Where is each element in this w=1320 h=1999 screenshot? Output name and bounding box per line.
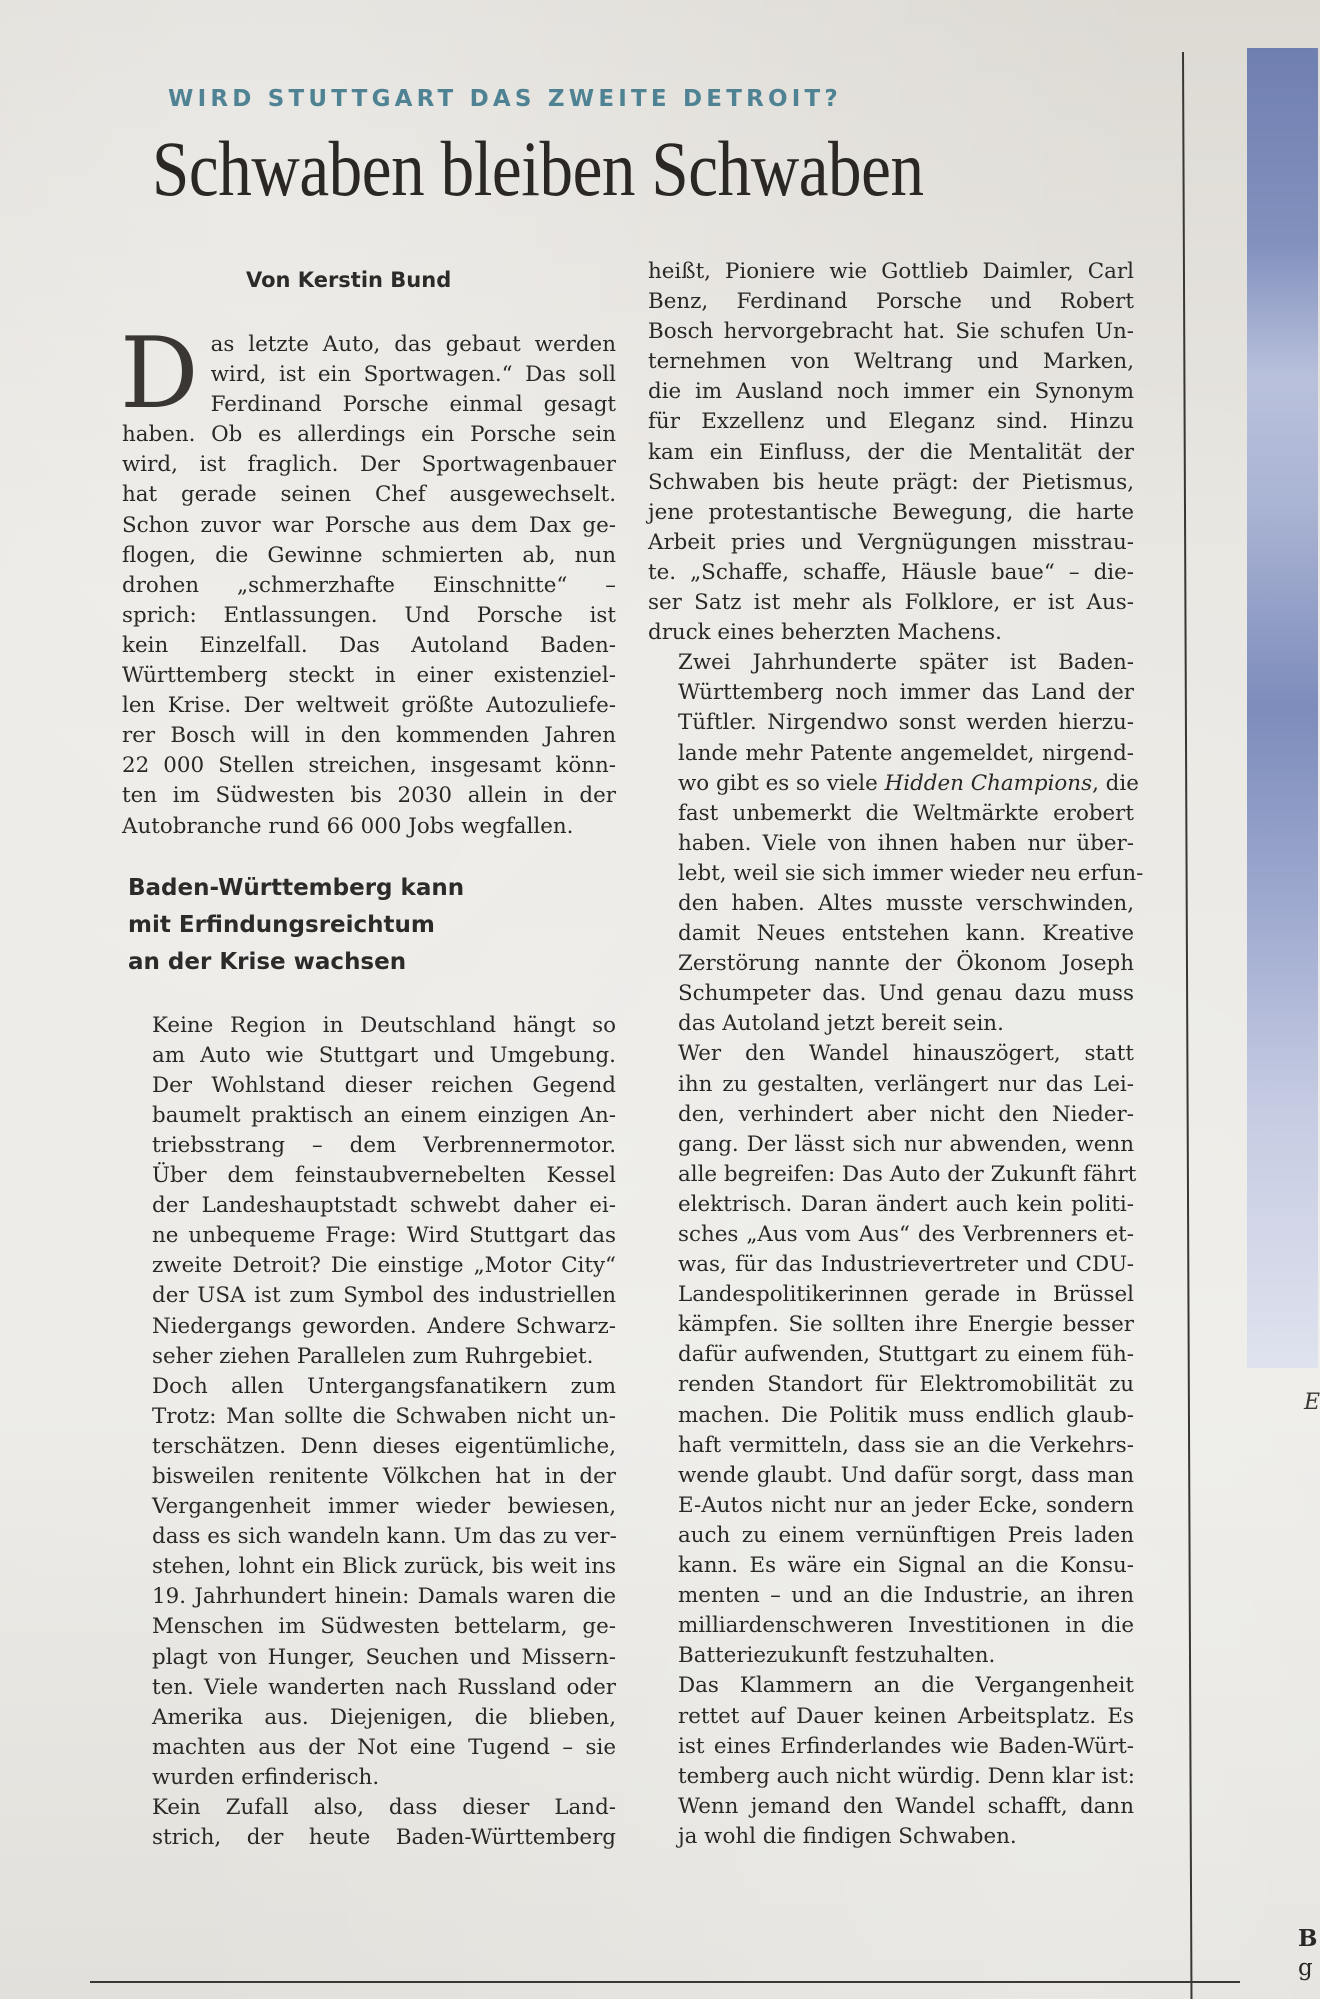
text-line: len Krise. Der weltweit größte Autozuliefe- — [122, 693, 616, 719]
text-line: Schon zuvor war Porsche aus dem Dax ge- — [122, 512, 616, 538]
text-line: terschätzen. Denn dieses eigentümliche, — [152, 1433, 616, 1459]
adjacent-article-text: g — [1298, 1955, 1313, 1981]
text-line: für Exzellenz und Eleganz sind. Hinzu — [648, 409, 1134, 435]
text-line: elektrisch. Daran ändert auch kein politi- — [678, 1191, 1134, 1217]
adjacent-photo — [1247, 48, 1318, 1368]
text-line: was, für das Industrievertreter und CDU- — [678, 1252, 1134, 1278]
text-line: flogen, die Gewinne schmierten ab, nun — [122, 542, 616, 568]
text-line: der Landeshauptstadt schwebt daher ei- — [152, 1193, 616, 1219]
text-line: alle begreifen: Das Auto der Zukunft fährt — [678, 1161, 1137, 1187]
subhead-line: Baden-Württemberg kann — [128, 874, 465, 901]
text-line: wird, ist ein Sportwagen.“ Das soll — [210, 362, 616, 388]
text-line: sprich: Entlassungen. Und Porsche ist — [122, 602, 616, 628]
text-line: dass es sich wandeln kann. Um das zu ver- — [152, 1524, 617, 1550]
text-fragment: , die — [1092, 770, 1139, 796]
text-line: ne unbequeme Frage: Wird Stuttgart das — [152, 1223, 616, 1249]
text-line: fast unbemerkt die Weltmärkte erobert — [678, 800, 1134, 826]
text-line: der USA ist zum Symbol des industriellen — [152, 1283, 616, 1309]
text-line: Ferdinand Porsche einmal gesagt — [210, 392, 616, 418]
text-line: haben. Ob es allerdings ein Porsche sein — [122, 422, 616, 448]
text-line: lebt, weil sie sich immer wieder neu erfun- — [678, 860, 1144, 886]
text-line: plagt von Hunger, Seuchen und Missern- — [152, 1644, 616, 1670]
text-line: Schumpeter das. Und genau dazu muss — [678, 981, 1134, 1007]
text-line: zweite Detroit? Die einstige „Motor City“ — [152, 1253, 616, 1279]
paragraph-8 — [648, 1671, 1134, 1852]
paragraph-3 — [122, 1372, 616, 1793]
text-line: Landespolitikerinnen gerade in Brüssel — [678, 1282, 1134, 1308]
paragraph-7 — [648, 1039, 1137, 1671]
subhead-line: mit Erfindungsreichtum — [128, 911, 435, 938]
text-line: Autobranche rund 66 000 Jobs wegfallen. — [122, 813, 574, 839]
text-line: renden Standort für Elektromobilität zu — [678, 1372, 1134, 1398]
text-line: heißt, Pioniere wie Gottlieb Daimler, Carl — [648, 259, 1134, 284]
text-line: Benz, Ferdinand Porsche und Robert — [648, 289, 1134, 315]
column-1 — [120, 317, 617, 1853]
text-line — [648, 769, 1139, 799]
subhead-line: an der Krise wachsen — [128, 948, 407, 975]
text-line: Kein Zufall also, dass dieser Land- — [152, 1795, 616, 1821]
text-line: kämpfen. Sie sollten ihre Energie besser — [678, 1312, 1134, 1338]
text-line: lande mehr Patente angemeldet, nirgend- — [678, 740, 1134, 766]
kicker: WIRD STUTTGART DAS ZWEITE DETROIT? — [168, 86, 842, 112]
text-line: ten im Südwesten bis 2030 allein in der — [122, 783, 616, 809]
text-line: Batteriezukunft festzuhalten. — [678, 1643, 996, 1669]
text-line: 22 000 Stellen streichen, insgesamt könn- — [122, 753, 616, 779]
text-line: Das Klammern an die Vergangenheit — [678, 1673, 1134, 1699]
text-line: Württemberg noch immer das Land der — [678, 680, 1134, 706]
text-line: Trotz: Man sollte die Schwaben nicht un- — [152, 1403, 616, 1429]
subhead — [128, 870, 616, 981]
text-line: die im Ausland noch immer ein Synonym — [648, 379, 1134, 405]
text-line: haben. Viele von ihnen haben nur über- — [678, 830, 1134, 856]
text-line: den haben. Altes musste verschwinden, — [678, 890, 1134, 916]
text-line: das Autoland jetzt bereit sein. — [678, 1011, 1004, 1037]
text-line: machten aus der Not eine Tugend – sie — [152, 1734, 616, 1760]
drop-cap: D — [120, 317, 199, 431]
text-line: kann. Es wäre ein Signal an die Konsu- — [678, 1553, 1134, 1579]
text-line: Tüftler. Nirgendwo sonst werden hierzu- — [678, 710, 1134, 736]
column-rule — [1182, 52, 1192, 1999]
paragraph-4 — [122, 1793, 616, 1853]
text-line: Wenn jemand den Wandel schafft, dann — [678, 1793, 1134, 1819]
text-line: 19. Jahrhundert hinein: Damals waren die — [152, 1584, 616, 1610]
text-line: Über dem feinstaubvernebelten Kessel — [152, 1163, 616, 1189]
text-line: te. „Schaffe, schaffe, Häusle baue“ – die- — [648, 559, 1134, 585]
text-line: am Auto wie Stuttgart und Umgebung. — [152, 1042, 616, 1068]
text-line: ser Satz ist mehr als Folklore, er ist Aus- — [648, 590, 1134, 616]
text-line: Wer den Wandel hinauszögert, statt — [678, 1041, 1134, 1067]
italic-term: Hidden Champions — [884, 770, 1093, 796]
paragraph-5 — [648, 257, 1134, 648]
text-line: Arbeit pries und Vergnügungen misstrau- — [648, 529, 1134, 555]
text-line: Zerstörung nannte der Ökonom Joseph — [678, 951, 1134, 977]
paragraph-1 — [120, 317, 616, 842]
text-line: den, verhindert aber nicht den Nieder- — [678, 1101, 1134, 1127]
text-line: haft vermitteln, dass sie an die Verkehrs- — [678, 1432, 1134, 1458]
text-line: Amerika aus. Diejenigen, die blieben, — [152, 1704, 616, 1730]
text-line: rettet auf Dauer keinen Arbeitsplatz. Es — [678, 1703, 1134, 1729]
text-line: strich, der heute Baden-Württemberg — [152, 1825, 616, 1851]
text-line: wende glaubt. Und dafür sorgt, dass man — [678, 1462, 1134, 1488]
text-line: druck eines beherzten Machens. — [648, 620, 1002, 646]
paragraph-2 — [122, 1011, 616, 1372]
text-fragment: wo gibt es so viele — [678, 770, 885, 796]
text-line: Zwei Jahrhunderte später ist Baden- — [678, 650, 1134, 676]
text-line: gang. Der lässt sich nur abwenden, wenn — [678, 1131, 1134, 1157]
adjacent-article-heading: B — [1298, 1925, 1318, 1952]
text-line: Württemberg steckt in einer existenziel- — [122, 663, 616, 689]
text-line: Menschen im Südwesten bettelarm, ge- — [152, 1614, 616, 1640]
text-line: Der Wohlstand dieser reichen Gegend — [152, 1072, 616, 1098]
text-line: wird, ist fraglich. Der Sportwagenbauer — [122, 452, 616, 478]
adjacent-caption: E — [1304, 1390, 1320, 1415]
text-line: jene protestantische Bewegung, die harte — [648, 499, 1134, 525]
text-line: ist eines Erfinderlandes wie Baden-Würt- — [678, 1733, 1134, 1759]
text-line: triebsstrang – dem Verbrennermotor. — [152, 1132, 616, 1158]
text-line: milliardenschweren Investitionen in die — [678, 1613, 1134, 1639]
text-line: ternehmen von Weltrang und Marken, — [648, 349, 1134, 375]
text-line: bisweilen renitente Völkchen hat in der — [152, 1464, 616, 1489]
paragraph-6 — [648, 648, 1144, 1039]
text-line: drohen „schmerzhafte Einschnitte“ – — [122, 572, 616, 598]
text-line: baumelt praktisch an einem einzigen An- — [152, 1102, 616, 1128]
text-line: kein Einzelfall. Das Autoland Baden- — [122, 632, 616, 658]
text-line: auch zu einem vernünftigen Preis laden — [678, 1522, 1134, 1548]
text-line: machen. Die Politik muss endlich glaub- — [678, 1402, 1134, 1428]
text-line: dafür aufwenden, Stuttgart zu einem füh- — [678, 1342, 1134, 1368]
column-2 — [648, 257, 1144, 1852]
text-line: ja wohl die findigen Schwaben. — [678, 1823, 1017, 1849]
text-line: E-Autos nicht nur an jeder Ecke, sondern — [678, 1492, 1134, 1518]
text-line: ten. Viele wanderten nach Russland oder — [152, 1674, 616, 1700]
text-line: Vergangenheit immer wieder bewiesen, — [152, 1494, 616, 1520]
text-line: hat gerade seinen Chef ausgewechselt. — [122, 482, 616, 508]
text-line: Niedergangs geworden. Andere Schwarz- — [152, 1313, 616, 1339]
text-line: sches „Aus vom Aus“ des Verbrenners et- — [678, 1222, 1134, 1247]
text-line: as letzte Auto, das gebaut werden — [210, 332, 616, 357]
text-line: Schwaben bis heute prägt: der Pietismus, — [648, 469, 1134, 495]
text-line: Keine Region in Deutschland hängt so — [152, 1012, 616, 1038]
text-line: menten – und an die Industrie, an ihren — [678, 1583, 1134, 1609]
byline: Von Kerstin Bund — [246, 268, 452, 292]
text-line: seher ziehen Parallelen zum Ruhrgebiet. — [152, 1343, 594, 1369]
headline: Schwaben bleiben Schwaben — [152, 125, 924, 212]
text-line: ihn zu gestalten, verlängert nur das Lei- — [678, 1071, 1134, 1097]
text-line: Bosch hervorgebracht hat. Sie schufen Un- — [648, 319, 1134, 345]
text-line: kam ein Einfluss, der die Mentalität der — [648, 439, 1134, 465]
text-line: damit Neues entstehen kann. Kreative — [678, 921, 1134, 947]
text-line: Doch allen Untergangsfanatikern zum — [152, 1373, 616, 1399]
text-line: temberg auch nicht würdig. Denn klar ist: — [678, 1763, 1135, 1789]
text-line: stehen, lohnt ein Blick zurück, bis weit ins — [152, 1554, 616, 1580]
text-line: rer Bosch will in den kommenden Jahren — [122, 723, 616, 749]
text-line: wurden erfinderisch. — [152, 1764, 380, 1790]
bottom-rule — [90, 1981, 1240, 1983]
